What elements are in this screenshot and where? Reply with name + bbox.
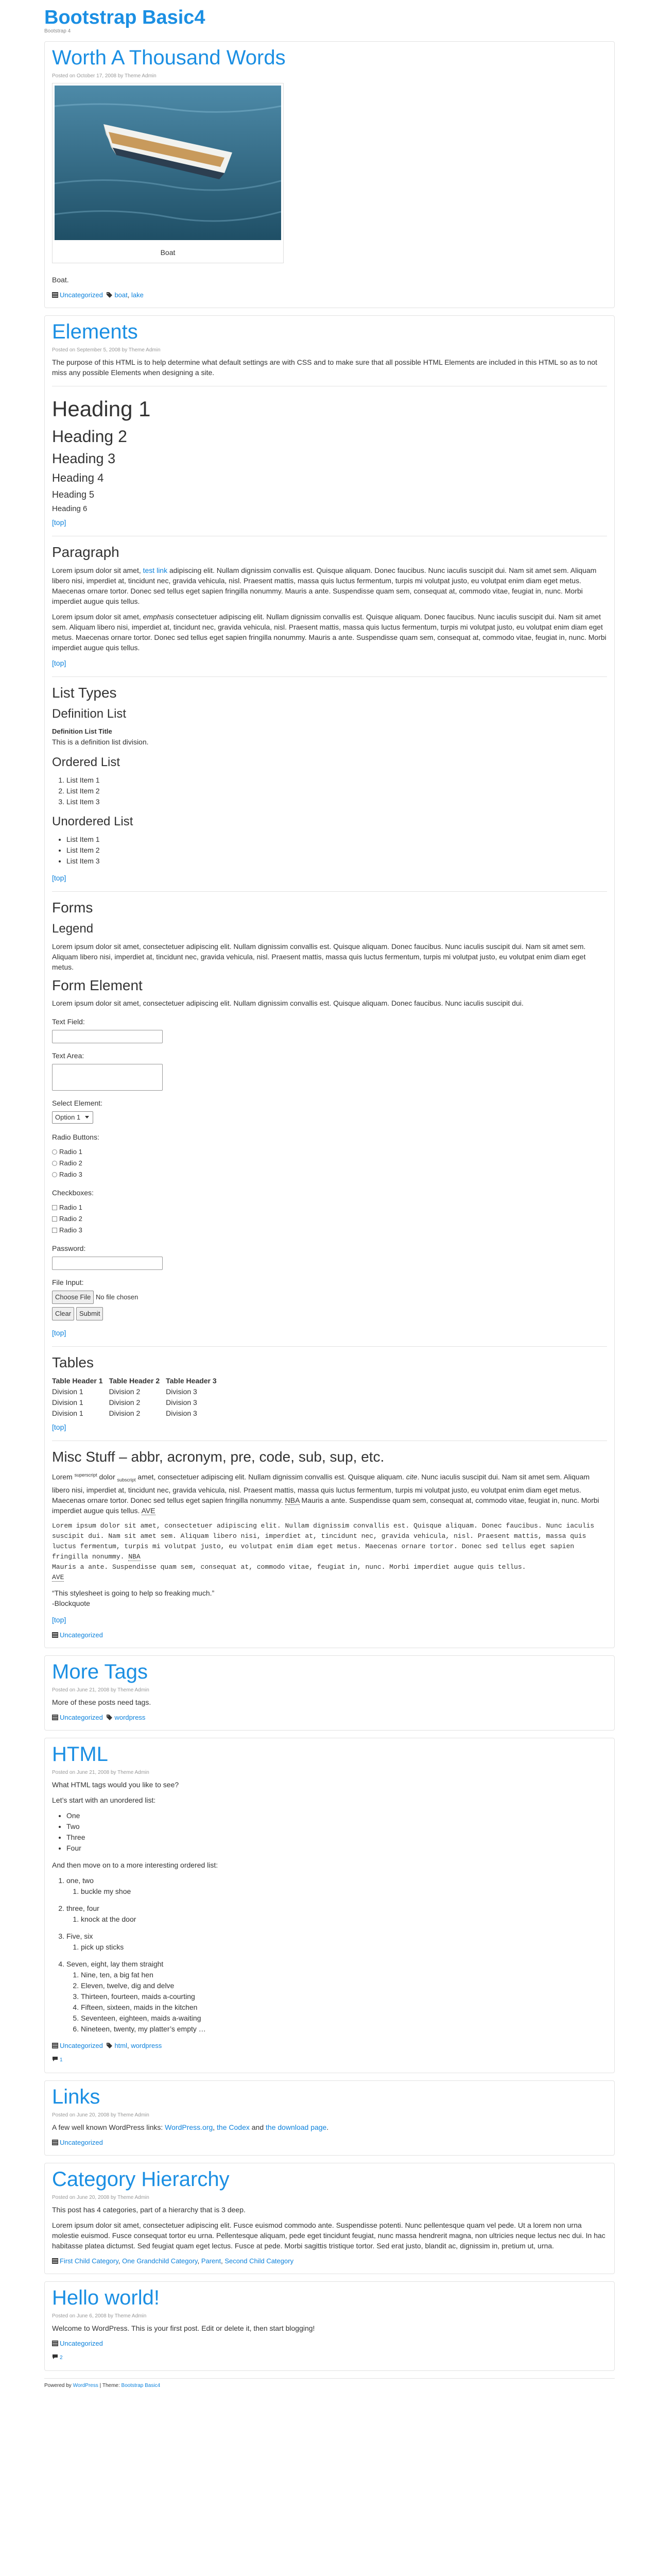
table-cell: Division 3 <box>166 1387 197 1396</box>
unordered-list <box>52 834 607 867</box>
checkbox[interactable] <box>52 1228 57 1233</box>
theme-link[interactable]: Bootstrap Basic4 <box>121 2383 161 2389</box>
select-label: Select Element: <box>52 1099 103 1107</box>
misc-paragraph <box>52 1470 607 1516</box>
form-element-title: Form Element <box>52 977 143 993</box>
radio-label: Radio Buttons: <box>52 1133 99 1141</box>
superscript: superscript <box>74 1472 97 1478</box>
image-caption: Boat <box>160 248 176 257</box>
post-footer-meta <box>52 1713 607 1723</box>
intro-paragraph: The purpose of this HTML is to help determine what default settings are with CSS and to make sure that all possible HTML Elements are included in this HTML so as to not miss any possible Elements when designing a site. <box>52 358 598 377</box>
radio-text: Radio 2 <box>59 1159 82 1167</box>
tags-icon <box>107 1715 113 1720</box>
post-links <box>44 2080 615 2156</box>
list-item: 2. Eleven, twelve, dig and delve <box>81 1980 607 1991</box>
post-footer-meta <box>52 2138 607 2148</box>
category-link[interactable]: Uncategorized <box>60 1714 103 1722</box>
table-header-row <box>52 1376 223 1386</box>
table-row <box>52 1386 223 1397</box>
choose-file-button[interactable]: Choose File <box>52 1291 94 1304</box>
table-header: Table Header 1 <box>52 1377 103 1385</box>
download-page-link[interactable]: the download page <box>266 2123 327 2132</box>
legend: Legend <box>52 922 94 936</box>
post-body: Welcome to WordPress. This is your first post. Edit or delete it, then start blogging! <box>52 2324 315 2333</box>
dd: This is a definition list division. <box>52 738 149 746</box>
folder-icon <box>52 292 58 298</box>
test-link[interactable]: test link <box>143 566 168 574</box>
text-field-label: Text Field: <box>52 1018 85 1026</box>
checkbox-label: Checkboxes: <box>52 1189 94 1197</box>
tags-icon <box>107 2043 113 2048</box>
list-item: 1. pick up sticks <box>81 1942 607 1953</box>
top-link[interactable]: [top] <box>52 1616 66 1624</box>
list-text: three, four <box>66 1904 99 1913</box>
text-area-label: Text Area: <box>52 1052 84 1060</box>
list-item: • Four <box>66 1843 607 1854</box>
post-question: What HTML tags would you like to see? <box>52 1781 179 1789</box>
category-link[interactable]: Parent <box>201 2257 221 2265</box>
radio-button[interactable] <box>52 1161 57 1166</box>
main-content <box>44 41 615 2371</box>
cite: cite <box>406 1472 418 1481</box>
folder-icon <box>52 1715 58 1720</box>
comment-icon <box>52 2354 58 2360</box>
site-title[interactable]: Bootstrap Basic4 <box>44 7 205 28</box>
category-link[interactable]: Uncategorized <box>60 2139 103 2147</box>
divider <box>52 891 607 892</box>
list-item <box>66 1903 607 1925</box>
section-title-paragraph: Paragraph <box>52 544 119 560</box>
table-cell: Division 2 <box>109 1409 141 1417</box>
footer-text: Powered by <box>44 2383 73 2389</box>
list-item: 2. List Item 2 <box>66 786 607 796</box>
text: A few well known WordPress links: <box>52 2123 165 2132</box>
clear-button[interactable]: Clear <box>52 1307 74 1320</box>
post-more: And then move on to a more interesting ordered list: <box>52 1861 218 1870</box>
blockquote-attribution: -Blockquote <box>52 1599 90 1608</box>
text: Mauris a ante. Suspendisse quam sem, consequat at, commodo vitae, feugiat in, nunc. Morbi imperdiet augue quis tellus. <box>52 1563 526 1571</box>
heading-6: Heading 6 <box>52 504 88 513</box>
divider <box>52 1346 607 1347</box>
table-cell: Division 1 <box>52 1398 83 1406</box>
post-footer-meta <box>52 2338 607 2349</box>
radio-text: Radio 1 <box>59 1148 82 1156</box>
image-figure <box>52 83 284 263</box>
top-link[interactable]: [top] <box>52 874 66 882</box>
password-input[interactable] <box>52 1257 163 1270</box>
post-body: Boat. <box>52 276 69 284</box>
comments-link[interactable] <box>52 2352 607 2363</box>
post-meta: Posted on June 20, 2008 by Theme Admin <box>52 2195 149 2201</box>
comment-icon <box>52 2056 58 2062</box>
section-title-misc: Misc Stuff – abbr, acronym, pre, code, sub, sup, etc. <box>52 1449 385 1465</box>
folder-icon <box>52 2140 58 2145</box>
radio-option[interactable] <box>52 1169 607 1180</box>
category-link[interactable]: Uncategorized <box>60 291 103 299</box>
acronym-nba: NBA <box>285 1496 300 1505</box>
table-cell: Division 1 <box>52 1409 83 1417</box>
text: Lorem <box>52 1472 75 1481</box>
ordered-list <box>52 775 607 807</box>
form-element-text: Lorem ipsum dolor sit amet, consectetuer adipiscing elit. Nullam dignissim convallis est. Quisque aliquam. Donec faucibus. Nunc iaculis suscipit dui. <box>52 999 524 1007</box>
checkbox-text: Radio 1 <box>59 1204 82 1211</box>
list-text: Seven, eight, lay them straight <box>66 1960 164 1969</box>
post-meta: Posted on June 21, 2008 by Theme Admin <box>52 1687 149 1693</box>
post-body <box>52 2122 607 2132</box>
site-description: Bootstrap 4 <box>44 28 71 34</box>
list-item: • One <box>66 1810 607 1821</box>
list-item: 4. Fifteen, sixteen, maids in the kitchen <box>81 2002 607 2013</box>
post-worth-a-thousand-words <box>44 41 615 308</box>
abbr-ave: AVE <box>141 1506 155 1515</box>
checkbox-option[interactable] <box>52 1202 607 1213</box>
table-cell: Division 1 <box>52 1387 83 1396</box>
site-header <box>0 0 659 41</box>
post-hello-world <box>44 2281 615 2371</box>
post-title[interactable]: Category Hierarchy <box>52 2168 230 2191</box>
post-title[interactable]: Worth A Thousand Words <box>52 46 286 69</box>
checkbox-group <box>52 1202 607 1236</box>
text-area-input[interactable] <box>52 1064 163 1091</box>
post-meta: Posted on October 17, 2008 by Theme Admin <box>52 73 157 79</box>
category-link[interactable]: One Grandchild Category <box>122 2257 198 2265</box>
divider <box>52 676 607 677</box>
preformatted-text <box>52 1521 607 1583</box>
post-more-tags <box>44 1655 615 1731</box>
folder-icon <box>52 2258 58 2264</box>
list-item: 3. List Item 3 <box>66 796 607 807</box>
top-link[interactable]: [top] <box>52 1329 66 1337</box>
paragraph-1 <box>52 565 607 606</box>
unordered-list-title: Unordered List <box>52 815 133 828</box>
checkbox[interactable] <box>52 1216 57 1222</box>
post-meta: Posted on September 5, 2008 by Theme Admin <box>52 347 161 353</box>
no-file-text: No file chosen <box>96 1293 138 1301</box>
text: amet, consectetuer adipiscing elit. Nullam dignissim convallis est. Quisque aliquam. <box>135 1472 406 1481</box>
text: dolor <box>97 1472 117 1481</box>
top-link[interactable]: [top] <box>52 518 66 527</box>
blockquote: “This stylesheet is going to help so freaking much.” <box>52 1589 215 1598</box>
submit-button[interactable]: Submit <box>76 1307 103 1320</box>
post-meta: Posted on June 21, 2008 by Theme Admin <box>52 1770 149 1776</box>
list-item: • List Item 3 <box>66 856 607 867</box>
list-item: • Three <box>66 1832 607 1843</box>
category-link[interactable]: Second Child Category <box>224 2257 294 2265</box>
subscript: subscript <box>117 1477 136 1483</box>
tag-link[interactable]: wordpress <box>114 1714 146 1722</box>
post-title[interactable]: Hello world! <box>52 2286 160 2310</box>
list-item: 6. Nineteen, twenty, my platter’s empty … <box>81 2024 607 2035</box>
list-item: • List Item 2 <box>66 845 607 856</box>
post-footer-meta: Uncategorized boat, lake <box>52 290 607 300</box>
tag-link-lake[interactable]: lake <box>131 291 144 299</box>
text: and <box>249 2123 266 2132</box>
category-link[interactable]: Uncategorized <box>60 2340 103 2348</box>
list-item <box>66 1875 607 1897</box>
post-title[interactable]: HTML <box>52 1743 108 1766</box>
file-input-label: File Input: <box>52 1278 84 1286</box>
comment-count[interactable]: 2 <box>60 2355 63 2361</box>
post-meta: Posted on June 6, 2008 by Theme Admin <box>52 2313 147 2319</box>
radio-option[interactable] <box>52 1158 607 1169</box>
boat-image <box>55 86 281 240</box>
table-row <box>52 1408 223 1419</box>
acronym-nba: NBA <box>128 1553 141 1561</box>
text: consectetuer adipiscing elit. Nullam dignissim convallis est. Quisque aliquam. Donec faucibus. Nunc iaculis suscipit dui. Nam sit amet sem. Aliquam libero nisi, imperdiet at, tincidunt nec, gravida vehicula, nisl. Praesent mattis, massa quis luctus fermentum, turpis mi volutpat justo, eu volutpat enim diam eget metus. Maecenas ornare tortor. Donec sed tellus eget sapien fringilla nonummy. Mauris a ante. Suspendisse quam sem, consequat at, commodo vitae, feugiat in, nunc. Morbi imperdiet augue quis tellus. <box>52 613 606 652</box>
list-item: • List Item 1 <box>66 834 607 845</box>
heading-3: Heading 3 <box>52 451 116 466</box>
text: Mauris a ante. Suspendisse quam sem, consequat at, commodo vitae, feugiat in, nunc. Morbi imperdiet augue quis tellus. <box>52 1496 599 1515</box>
checkbox-option[interactable] <box>52 1225 607 1236</box>
post-intro: Let’s start with an unordered list: <box>52 1796 156 1805</box>
table-row <box>52 1397 223 1408</box>
table-cell: Division 3 <box>166 1409 197 1417</box>
tag-link-wordpress[interactable]: wordpress <box>131 2042 162 2050</box>
folder-icon <box>52 2043 58 2048</box>
tags-icon <box>107 292 113 298</box>
site-footer <box>44 2378 615 2391</box>
heading-2: Heading 2 <box>52 427 127 446</box>
post-body: Lorem ipsum dolor sit amet, consectetuer adipiscing elit. Fusce euismod commodo ante. Suspendisse potenti. Nunc pellentesque quam vel pede. Ut a lorem non urna molestie euismod. Fusce consequat tortor eu urna. Pellentesque aliquam, pede eget tincidunt feugiat, nunc massa hendrerit magna, non ultricies neque lectus nec dui. In hac habitasse platea dictumst. Sed feugiat quam eget lectus. Fusce at pede. Morbi sagittis tristique tortor. Sed erat justo, blandit ac, dignissim in, pretium ut, urna. <box>52 2221 605 2250</box>
heading-4: Heading 4 <box>52 471 104 484</box>
text: Lorem ipsum dolor sit amet, <box>52 613 143 621</box>
post-footer-meta: First Child Category, One Grandchild Category, Parent, Second Child Category <box>52 2256 607 2266</box>
post-footer-meta <box>52 1630 607 1640</box>
list-item <box>66 1931 607 1953</box>
post-elements <box>44 315 615 1648</box>
definition-list-title: Definition List <box>52 707 127 721</box>
post-title[interactable]: More Tags <box>52 1660 148 1684</box>
text-field-input[interactable] <box>52 1030 163 1043</box>
post-footer-meta: Uncategorized html, wordpress <box>52 2041 607 2051</box>
checkbox-option[interactable] <box>52 1213 607 1225</box>
table-header: Table Header 3 <box>166 1377 217 1385</box>
heading-1: Heading 1 <box>52 397 151 421</box>
data-table <box>52 1376 223 1419</box>
post-body: This post has 4 categories, part of a hierarchy that is 3 deep. <box>52 2206 246 2214</box>
list-item: 1. Nine, ten, a big fat hen <box>81 1970 607 1980</box>
list-item: 3. Thirteen, fourteen, maids a-courting <box>81 1991 607 2002</box>
paragraph-2 <box>52 612 607 653</box>
table-cell: Division 2 <box>109 1387 141 1396</box>
file-input <box>52 1291 607 1304</box>
text: , <box>213 2123 217 2132</box>
post-title[interactable]: Elements <box>52 320 138 343</box>
list-item: 5. Seventeen, eighteen, maids a-waiting <box>81 2013 607 2024</box>
section-title-lists: List Types <box>52 685 117 701</box>
post-meta: Posted on June 20, 2008 by Theme Admin <box>52 2112 149 2119</box>
table-cell: Division 2 <box>109 1398 141 1406</box>
form-buttons <box>52 1307 607 1320</box>
select-element[interactable]: Option 1 <box>52 1111 93 1124</box>
comment-count[interactable]: 1 <box>60 2057 63 2063</box>
radio-text: Radio 3 <box>59 1171 82 1178</box>
footer-text: | Theme: <box>98 2383 122 2389</box>
top-link[interactable]: [top] <box>52 659 66 667</box>
tag-link-html[interactable]: html <box>114 2042 128 2050</box>
table-cell: Division 3 <box>166 1398 197 1406</box>
divider <box>52 1440 607 1441</box>
post-title[interactable]: Links <box>52 2086 100 2109</box>
post-html <box>44 1738 615 2073</box>
heading-5: Heading 5 <box>52 489 95 500</box>
emphasis-text: emphasis <box>143 613 174 621</box>
post-body: More of these posts need tags. <box>52 1698 151 1707</box>
ordered-list-title: Ordered List <box>52 755 120 769</box>
radio-group <box>52 1146 607 1180</box>
post-category-hierarchy <box>44 2163 615 2274</box>
wordpress-org-link[interactable]: WordPress.org <box>165 2123 213 2132</box>
checkbox-text: Radio 3 <box>59 1226 82 1234</box>
text: . <box>326 2123 329 2132</box>
radio-button[interactable] <box>52 1149 57 1155</box>
list-item: 1. buckle my shoe <box>81 1886 607 1897</box>
radio-option[interactable] <box>52 1146 607 1158</box>
folder-icon <box>52 2341 58 2346</box>
list-item: • Two <box>66 1821 607 1832</box>
folder-icon <box>52 1632 58 1638</box>
ordered-list <box>52 1875 607 2035</box>
list-item: 1. knock at the door <box>81 1914 607 1925</box>
legend-text: Lorem ipsum dolor sit amet, consectetuer adipiscing elit. Nullam dignissim convallis est. Quisque aliquam. Donec faucibus. Nunc iaculis suscipit dui. Nam sit amet sem. Aliquam libero nisi, imperdiet at, tincidunt nec, gravida vehicula, nisl. Praesent mattis, massa quis luctus fermentum, turpis mi volutpat justo, eu volutpat enim diam eget metus. <box>52 942 586 971</box>
comments-link[interactable] <box>52 2054 607 2065</box>
list-item <box>66 1959 607 2035</box>
radio-button[interactable] <box>52 1172 57 1177</box>
checkbox[interactable] <box>52 1205 57 1210</box>
section-title-tables: Tables <box>52 1354 94 1370</box>
checkbox-text: Radio 2 <box>59 1215 82 1223</box>
category-link[interactable]: Uncategorized <box>60 1631 103 1639</box>
password-label: Password: <box>52 1244 86 1252</box>
list-text: one, two <box>66 1876 94 1885</box>
category-link[interactable]: First Child Category <box>60 2257 118 2265</box>
abbr-ave: AVE <box>52 1573 64 1582</box>
section-title-forms: Forms <box>52 900 93 916</box>
tag-link-boat[interactable]: boat <box>114 291 128 299</box>
codex-link[interactable]: the Codex <box>217 2123 250 2132</box>
table-header: Table Header 2 <box>109 1377 160 1385</box>
text: . Nunc iaculis suscipit dui. Nam sit amet sem. Aliquam libero nisi, imperdiet at, tincidunt nec, gravida vehicula, nisl. Praesent mattis, massa quis luctus fermentum, turpis mi volutpat justo, eu volutpat enim diam eget metus. Maecenas ornare tortor. Donec sed tellus eget sapien fringilla nonummy. <box>52 1472 590 1505</box>
list-text: Five, six <box>66 1932 93 1941</box>
category-link[interactable]: Uncategorized <box>60 2042 103 2050</box>
text: Lorem ipsum dolor sit amet, consectetuer adipiscing elit. Nullam dignissim convallis est. Quisque aliquam. Donec faucibus. Nunc iaculis suscipit dui. Nam sit amet sem. Aliquam libero nisi, imperdiet at, tincidunt nec, gravida vehicula, nisl. Praesent mattis, massa quis luctus fermentum, turpis mi volutpat justo, eu volutpat enim diam eget metus. Maecenas ornare tortor. Donec sed tellus eget sapien fringilla nonummy. <box>52 1522 598 1561</box>
list-item: 1. List Item 1 <box>66 775 607 786</box>
text: adipiscing elit. Nullam dignissim convallis est. Quisque aliquam. Donec faucibus. Nunc iaculis suscipit dui. Nam sit amet sem. Aliquam libero nisi, imperdiet at, tincidunt nec, gravida vehicula, nisl. Praesent mattis, massa quis luctus fermentum, turpis mi volutpat justo, eu volutpat enim diam eget metus. Maecenas ornare tortor. Donec sed tellus eget sapien fringilla nonummy. Mauris a ante. Suspendisse quam sem, consequat at, commodo vitae, feugiat in, nunc. Morbi imperdiet augue quis tellus. <box>52 566 597 605</box>
wordpress-link[interactable]: WordPress <box>73 2383 98 2389</box>
text: Lorem ipsum dolor sit amet, <box>52 566 143 574</box>
dt: Definition List Title <box>52 727 112 735</box>
unordered-list <box>52 1810 607 1854</box>
top-link[interactable]: [top] <box>52 1423 66 1431</box>
